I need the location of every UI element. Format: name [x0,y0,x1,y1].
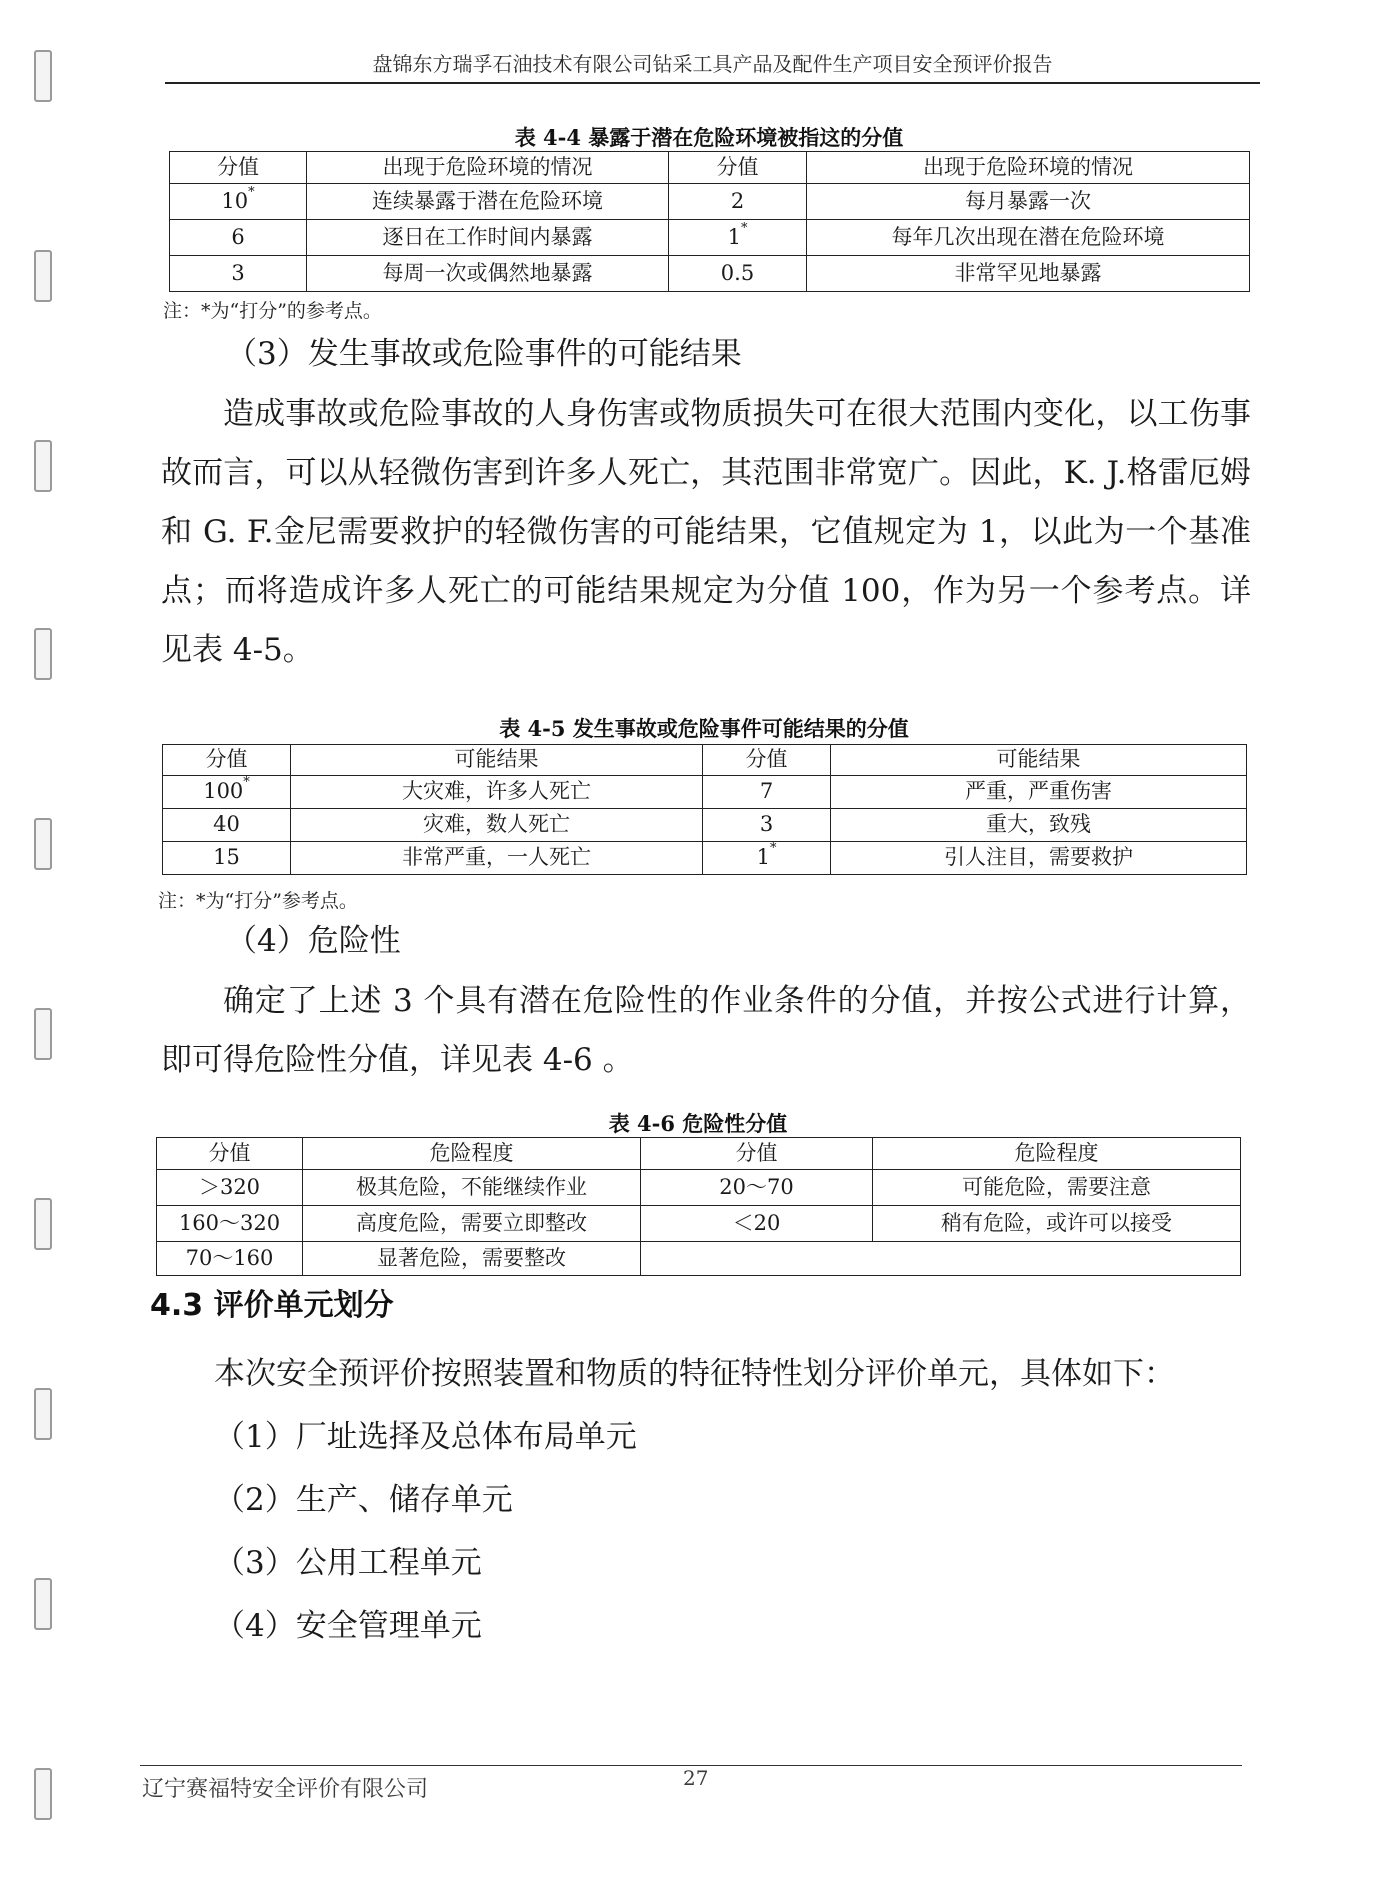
table-header-cell: 危险程度 [873,1138,1241,1170]
score-cell: 3 [703,809,831,842]
score-cell: ＜20 [641,1206,873,1242]
binder-hole [34,1388,52,1440]
binder-hole [34,1768,52,1820]
score-cell: 1 [727,224,741,249]
table-header-cell: 危险程度 [303,1138,641,1170]
table-row [170,220,1250,256]
running-header: 盘锦东方瑞孚石油技术有限公司钻采工具产品及配件生产项目安全预评价报告 [372,52,1053,76]
table-4-6 [156,1137,1241,1276]
section-title: 4.3 评价单元划分 [150,1288,394,1323]
table-header-cell: 出现于危险环境的情况 [807,152,1250,184]
table-row [163,776,1247,809]
score-cell: 2 [669,184,807,220]
score-cell: 0.5 [669,256,807,292]
outcome-cell: 大灾难，许多人死亡 [291,776,703,809]
table-row [170,184,1250,220]
unit-list-item: （3）公用工程单元 [214,1545,482,1581]
situation-cell: 每年几次出现在潜在危险环境 [807,220,1250,256]
binder-hole [34,818,52,870]
situation-cell: 连续暴露于潜在危险环境 [307,184,669,220]
hazard-level-cell: 显著危险，需要整改 [303,1242,641,1276]
table-4-4-caption: 表 4-4 暴露于潜在危险环境被指这的分值 [514,125,904,150]
score-cell: 15 [163,842,291,875]
binder-hole [34,50,52,102]
section-intro: 本次安全预评价按照装置和物质的特征特性划分评价单元，具体如下： [214,1356,1175,1392]
table-4-5-note: 注：*为“打分”参考点。 [158,890,358,912]
page-number: 27 [683,1766,709,1790]
unit-list-item: （1）厂址选择及总体布局单元 [214,1419,637,1455]
outcome-cell: 严重，严重伤害 [831,776,1247,809]
table-header-cell: 分值 [170,152,307,184]
score-cell: 6 [170,220,307,256]
table-4-4-note: 注：*为“打分”的参考点。 [163,300,382,322]
binder-hole [34,1008,52,1060]
table-header-cell: 出现于危险环境的情况 [307,152,669,184]
score-cell: 40 [163,809,291,842]
hazard-level-cell: 稍有危险，或许可以接受 [873,1206,1241,1242]
binder-hole [34,1578,52,1630]
unit-list-item: （4）安全管理单元 [214,1608,482,1644]
table-header-cell: 分值 [163,745,291,776]
score-cell: ＞320 [157,1170,303,1206]
situation-cell: 非常罕见地暴露 [807,256,1250,292]
empty-cell [641,1242,1241,1276]
score-cell: 20～70 [641,1170,873,1206]
binder-hole [34,440,52,492]
binder-hole [34,1198,52,1250]
table-row [163,809,1247,842]
table-header-cell: 分值 [157,1138,303,1170]
score-cell: 70～160 [157,1242,303,1276]
score-cell: 100 [203,779,244,804]
score-cell: 160～320 [157,1206,303,1242]
hazard-level-cell: 可能危险，需要注意 [873,1170,1241,1206]
situation-cell: 逐日在工作时间内暴露 [307,220,669,256]
subheading-3: （3）发生事故或危险事件的可能结果 [226,336,742,372]
reference-star: * [243,775,250,791]
header-rule [165,82,1260,84]
binder-hole [34,250,52,302]
table-header-cell: 分值 [669,152,807,184]
score-cell: 3 [170,256,307,292]
outcome-cell: 重大，致残 [831,809,1247,842]
subheading-4: （4）危险性 [226,923,401,959]
outcome-cell: 灾难，数人死亡 [291,809,703,842]
table-4-6-caption: 表 4-6 危险性分值 [608,1111,788,1136]
score-cell: 7 [703,776,831,809]
hazard-level-cell: 高度危险，需要立即整改 [303,1206,641,1242]
paragraph-consequence: 造成事故或危险事故的人身伤害或物质损失可在很大范围内变化，以工伤事故而言，可以从轻微伤害到许多人死亡，其范围非常宽广。因此，K. J.格雷厄姆和 G. F.金尼需要救护的轻微伤害的可能结果，它值规定为 1，以此为一个基准点；而将造成许多人死亡的可能结果规定为分值 100，作为另一个参考点。详见表 4-5。 [161,396,1251,668]
situation-cell: 每月暴露一次 [807,184,1250,220]
score-cell: 10 [221,188,249,213]
table-4-4 [169,151,1250,292]
table-4-5 [162,744,1247,875]
table-header-cell: 分值 [641,1138,873,1170]
unit-list-item: （2）生产、储存单元 [214,1482,513,1518]
outcome-cell: 非常严重，一人死亡 [291,842,703,875]
binder-hole [34,628,52,680]
score-cell: 1 [756,845,770,870]
table-row [170,256,1250,292]
situation-cell: 每周一次或偶然地暴露 [307,256,669,292]
table-header-cell: 可能结果 [291,745,703,776]
table-row [157,1170,1241,1206]
table-header-cell: 可能结果 [831,745,1247,776]
reference-star: * [248,184,255,200]
table-4-5-caption: 表 4-5 发生事故或危险事件可能结果的分值 [499,716,909,741]
reference-star: * [740,220,748,236]
footer-company: 辽宁赛福特安全评价有限公司 [142,1777,429,1802]
table-header-cell: 分值 [703,745,831,776]
paragraph-risk: 确定了上述 3 个具有潜在危险性的作业条件的分值，并按公式进行计算，即可得危险性分值，详见表 4-6 。 [161,983,1251,1078]
outcome-cell: 引人注目，需要救护 [831,842,1247,875]
table-row [163,842,1247,875]
table-row [157,1242,1241,1276]
hazard-level-cell: 极其危险，不能继续作业 [303,1170,641,1206]
reference-star: * [769,841,777,857]
table-row [157,1206,1241,1242]
